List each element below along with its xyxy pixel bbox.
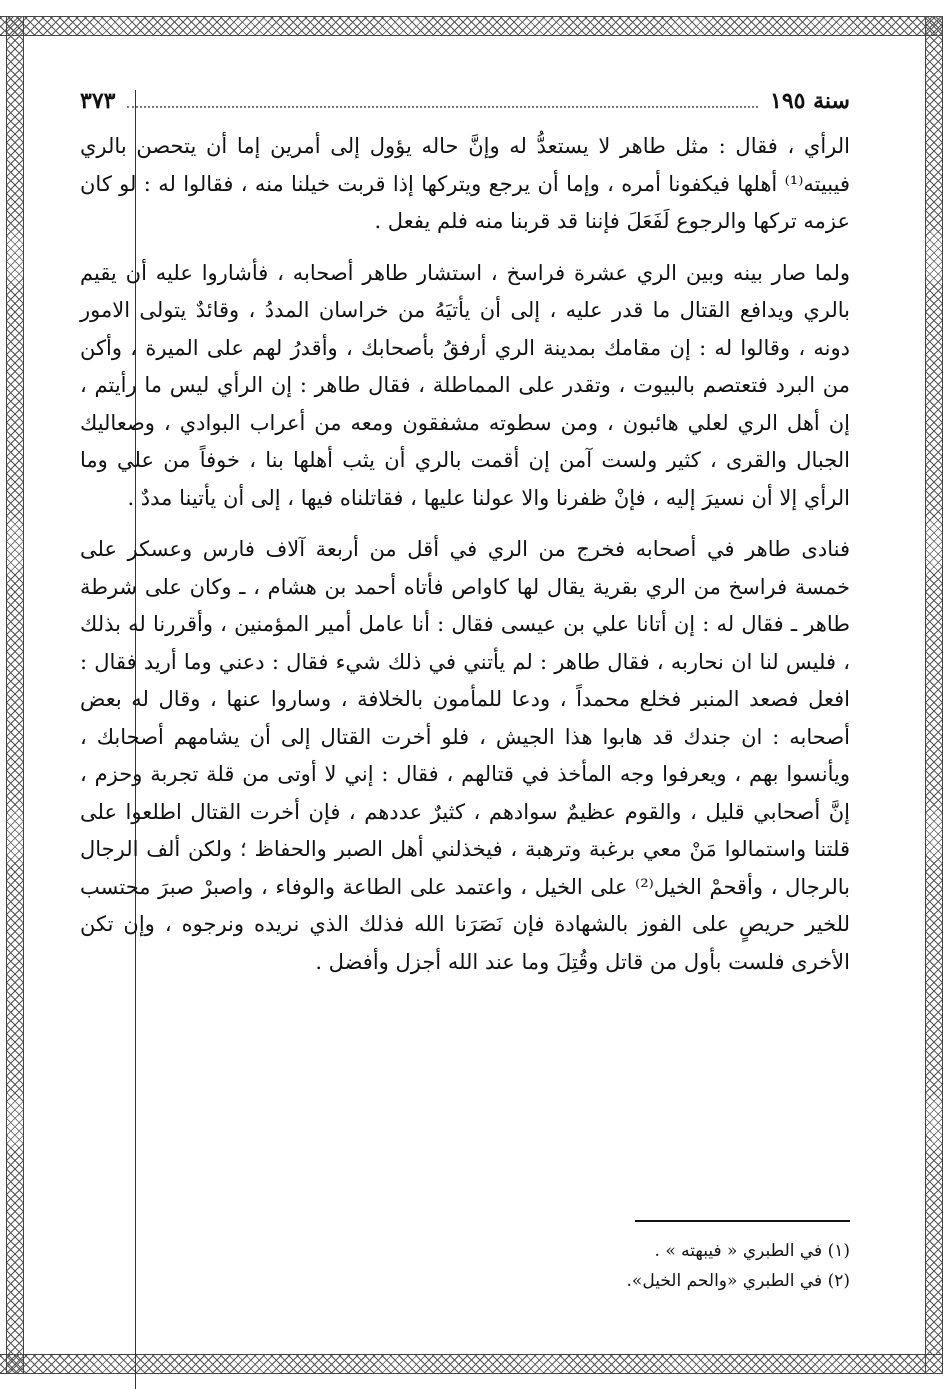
page-body	[80, 88, 850, 995]
decorative-border-left	[6, 16, 24, 1374]
footnote-rule	[635, 1220, 850, 1222]
decorative-border-bottom	[0, 1354, 943, 1374]
paragraph-1: الرأي ، فقال : مثل طاهر لا يستعدُّ له وإنَّ حاله يؤول إلى أمرين إما أن يتحصن بالري فيبيته⁽¹⁾ أهلها فيكفونا أمره ، وإما أن يرجع ويتركها إذا قربت خيلنا منه ، فقالوا له : لو كان عزمه تركها والرجوع لَفَعَلَ فإننا قد قربنا منه فلم يفعل .	[80, 134, 850, 233]
page-header	[80, 88, 850, 128]
paragraph-2: ولما صار بينه وبين الري عشرة فراسخ ، استشار طاهر أصحابه ، فأشاروا عليه أن يقيم بالري ويدافع القتال ما قدر عليه ، إلى أن يأتيَهُ من خراسان المددُ ، وقائدٌ يتولى الامور دونه ، وقالوا له : إن مقامك بمدينة الري أرفقُ بأصحابك ، وأقدرُ لهم على الميرة ، وأكن من البرد فتعتصم بالبيوت ، وتقدر على المماطلة ، فقال طاهر : إن الرأي ليس ما رأيتم ، إن أهل الري لعلي هائبون ، ومن سطوته مشفقون ومعه من أعراب البوادي ، وصعاليك الجبال والقرى ، كثير ولست آمن إن أقمت بالري أن يثب أهلها بنا ، خوفاً من علي وما الرأي إلا أن نسيرَ إليه ، فإنْ ظفرنا والا عولنا عليها ، فقاتلناه فيها ، إلى أن يأتينا مددٌ .	[80, 260, 851, 510]
decorative-border-right	[925, 16, 943, 1374]
page-number: ٣٧٣	[80, 88, 116, 114]
decorative-border-top	[0, 16, 943, 36]
footnotes	[80, 1220, 850, 1296]
paragraph-3: فنادى طاهر في أصحابه فخرج من الري في أقل من أربعة آلاف فارس وعسكر على خمسة فراسخ من الري بقرية يقال لها كاواص فأتاه أحمد بن هشام ، ـ وكان على شرطة طاهر ـ فقال له : إن أتانا علي بن عيسى فقال : أنا عامل أمير المؤمنين ، وأقررنا له بذلك ، فليس لنا ان نحاربه ، فقال طاهر : لم يأتني في ذلك شيء فقال : دعني وما أريد فقال : افعل فصعد المنبر فخلع محمداً ، ودعا للمأمون بالخلافة ، وساروا عنها ، وقال له بعض أصحابه : ان جندك قد هابوا هذا الجيش ، فلو أخرت القتال إلى أن يشامهم أصحابك ، ويأنسوا بهم ، ويعرفوا وجه المأخذ في قتالهم ، فقال : إني لا أوتى من قلة تجربة وحزم ، إنَّ أصحابي قليل ، والقوم عظيمٌ سوادهم ، كثيرٌ عددهم ، فإن أخرت القتال اطلعوا على قلتنا واستمالوا مَنْ معي برغبة وترهبة ، فيخذلني أهل الصبر والحفاظ ؛ ولكن ألف الرجال بالرجال ، وأقحمْ الخيل⁽²⁾ على الخيل ، واعتمد على الطاعة والوفاء ، واصبرْ صبرَ محتسب للخير حريصٍ على الفوز بالشهادة فإن نَصَرَنا الله فذلك الذي نريده ونرجوه ، وإن تكن الأخرى فلست بأول من قاتل وقُتِلَ وما عند الله أجزل وأفضل .	[80, 537, 850, 974]
footnote-1: (١) في الطبري « فيبهته » .	[654, 1241, 850, 1261]
year-title: سنة ١٩٥	[770, 88, 850, 114]
footnote-2: (٢) في الطبري «والحم الخيل».	[626, 1271, 850, 1291]
header-dotted-rule	[127, 92, 758, 108]
